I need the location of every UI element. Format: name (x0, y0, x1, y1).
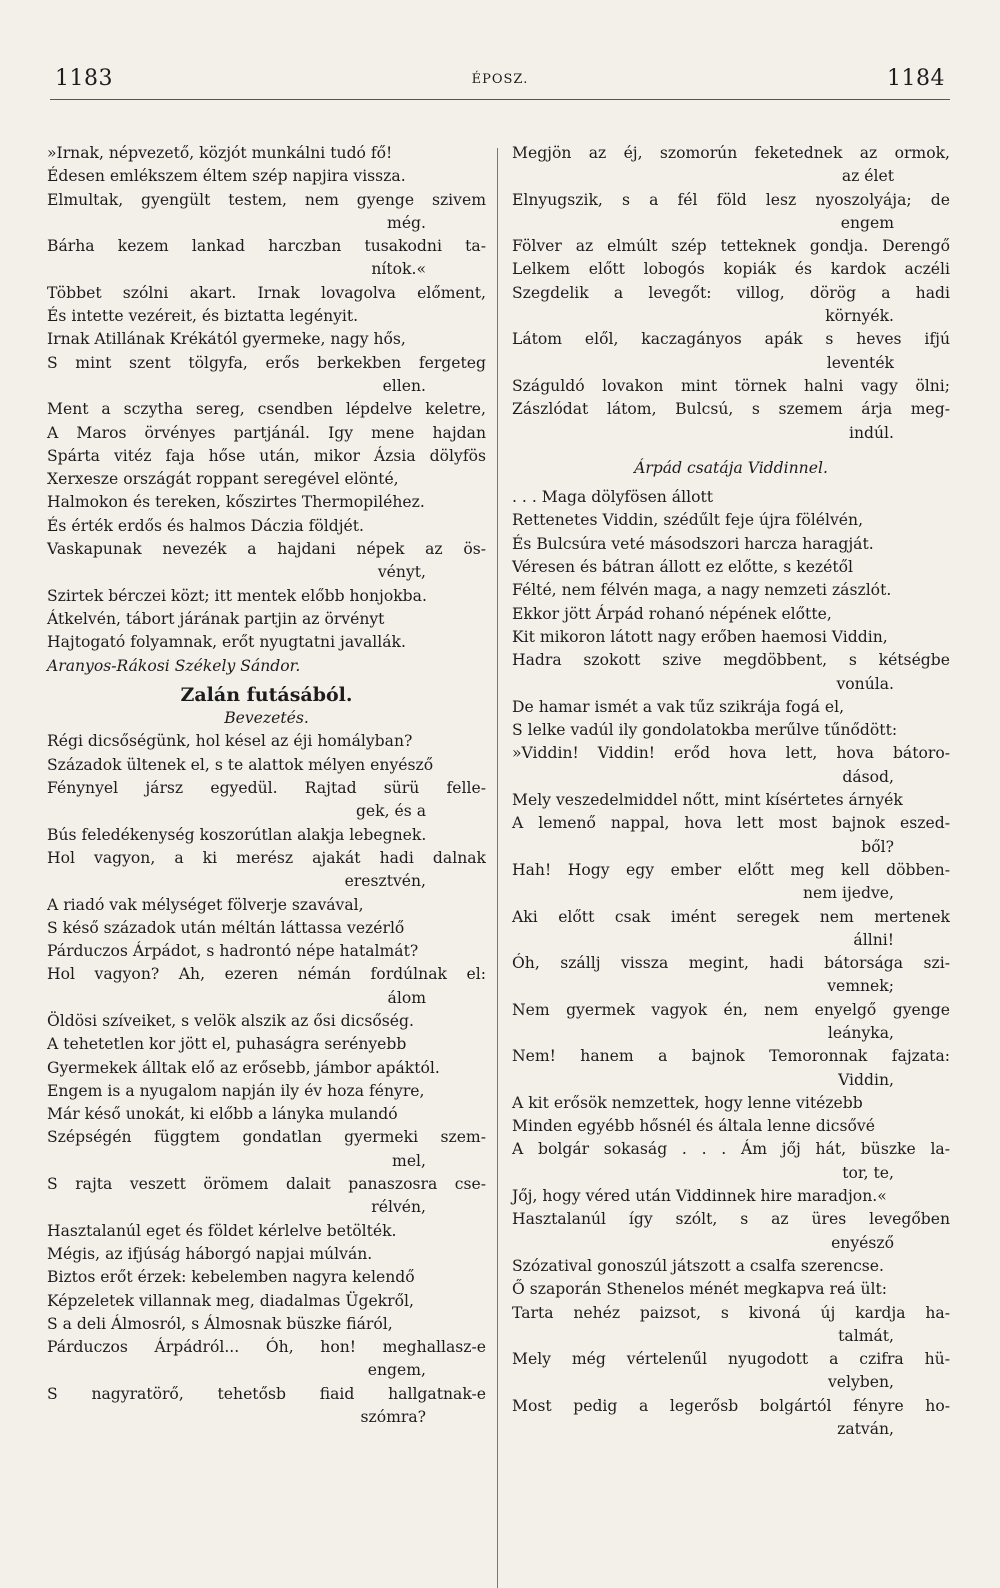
poem-line: Hah! Hogy egy ember előtt meg kell döbben- (512, 860, 950, 879)
header-rule (50, 99, 950, 100)
poem-line: velyben, (827, 1373, 894, 1392)
poem-line: Aki előtt csak imént seregek nem mertenek (512, 907, 950, 926)
poem-line: mel, (392, 1151, 426, 1170)
poem-line: Bárha kezem lankad harczban tusakodni ta- (47, 237, 486, 256)
poem-line: Jőj, hogy véred után Viddinnek hire maradjon.« (512, 1187, 887, 1206)
poem-line: Fénynyel jársz egyedül. Rajtad sürü felle- (47, 779, 486, 798)
poem-line: Tarta nehéz paizsot, s kivoná új kardja ha- (512, 1303, 950, 1322)
poem-line: Nem gyermek vagyok én, nem enyelgő gyenge (512, 1000, 950, 1019)
poem-line: Kit mikoron látott nagy erőben haemosi Viddin, (512, 627, 888, 646)
poem-line: Ő szaporán Sthenelos ménét megkapva reá ült: (512, 1280, 887, 1299)
poem-line: Most pedig a legerősb bolgártól fényre ho- (512, 1396, 950, 1415)
column-divider (497, 148, 498, 1588)
poem-line: A riadó vak mélységet fölverje szavával, (47, 895, 364, 914)
poem-line: S a deli Álmosról, s Álmosnak büszke fiáról, (47, 1314, 393, 1333)
poem-line: S lelke vadúl ily gondolatokba merűlve tűnődött: (512, 721, 898, 740)
poem-line: Félté, nem félvén maga, a nagy nemzeti zászlót. (512, 581, 892, 600)
poem-line: Megjön az éj, szomorún feketednek az ormok, (512, 144, 950, 162)
poem-line: dásod, (842, 767, 894, 786)
poem-line: Bús feledékenység koszorútlan alakja lebegnek. (47, 825, 427, 844)
poem-line: vonúla. (836, 674, 894, 693)
poem-line: Régi dicsőségünk, hol késel az éji homályban? (47, 732, 413, 751)
poem-line: Látom elől, kaczagányos apák s heves ifjú (512, 330, 950, 349)
poem-line: Szózatival gonoszúl játszott a csalfa szerencse. (512, 1256, 884, 1275)
right-page-number: 1184 (887, 66, 945, 91)
section-subheading: Árpád csatája Viddinnel. (634, 458, 828, 477)
poem-line: Hasztalanúl eget és földet kérlelve betölték. (47, 1221, 397, 1240)
poem-line: És Bulcsúra veté másodszori harcza haragját. (512, 534, 874, 553)
poem-line: Hol vagyon? Ah, ezeren némán fordúlnak el: (47, 965, 486, 984)
right-column (512, 142, 950, 1441)
poem-line: enyésző (831, 1233, 894, 1252)
poem-line: Szirtek bérczei közt; itt mentek előbb honjokba. (47, 586, 427, 605)
poem-line: Engem is a nyugalom napján ily év hoza fényre, (47, 1081, 425, 1100)
poem-line: vemnek; (827, 977, 894, 996)
poem-line: leányka, (827, 1023, 894, 1042)
poem-line: Halmokon és tereken, kőszirtes Thermopiléhez. (47, 493, 425, 512)
poem-line: A tehetetlen kor jött el, puhaságra serényebb (47, 1035, 407, 1054)
poem-line: Hasztalanúl így szólt, s az üres levegőben (512, 1210, 950, 1229)
poem-line: Képzeletek villannak meg, diadalmas Ügekről, (47, 1291, 414, 1310)
poem-line: állni! (853, 930, 894, 949)
poem-line: rélvén, (371, 1198, 426, 1217)
left-page-number: 1183 (55, 66, 113, 91)
running-title: ÉPOSZ. (471, 72, 529, 87)
page-header (55, 60, 945, 100)
poem-line: az élet (841, 167, 894, 186)
poem-line: szómra? (360, 1408, 426, 1427)
poem-line: nítok.« (371, 260, 426, 279)
poem-line: S rajta veszett örömem dalait panaszosra cse- (47, 1175, 486, 1194)
poem-line: Édesen emlékszem éltem szép napjira vissza. (47, 167, 406, 186)
poem-line: Véresen és bátran állott ez előtte, s kezétől (512, 558, 854, 577)
poem-line: A kit erősök nemzettek, hogy lenne vitézebb (512, 1093, 863, 1112)
section-subheading: Bevezetés. (224, 709, 309, 728)
poem-line: A Maros örvényes partjánál. Igy mene hajdan (47, 423, 486, 442)
section-heading: Zalán futásából. (180, 683, 353, 706)
poem-line: Szépségén függtem gondatlan gyermeki szem- (47, 1128, 486, 1147)
poem-line: Rettenetes Viddin, szédűlt feje újra fölélvén, (512, 511, 864, 530)
poem-line: Elnyugszik, s a fél föld lesz nyoszolyája; de (512, 190, 950, 209)
poem-line: S késő századok után méltán láttassa vezérlő (47, 918, 405, 937)
poem-line: Ekkor jött Árpád rohanó népének előtte, (512, 604, 832, 623)
poem-line: Fölver az elmúlt szép tetteknek gondja. Derengő (512, 237, 950, 256)
poem-line: Öldösi szíveiket, s velök alszik az ősi dicsőség. (47, 1011, 414, 1030)
poem-line: Párduczos Árpádot, s hadrontó népe hatalmát? (47, 942, 419, 961)
poem-line: eresztvén, (344, 872, 426, 891)
poem-line: És érték erdős és halmos Dáczia földjét. (47, 516, 364, 535)
poem-line: Vaskapunak nevezék a hajdani népek az ös- (47, 540, 486, 559)
poem-line: zatván, (837, 1420, 894, 1439)
poem-line: »Irnak, népvezető, közjót munkálni tudó fő! (47, 144, 393, 162)
poem-line: Zászlódat látom, Bulcsú, s szemem árja meg- (512, 400, 950, 419)
poem-line: Minden egyébb hősnél és általa lenne dicsővé (512, 1117, 875, 1136)
poem-line: ellen. (382, 376, 426, 395)
poem-line: engem, (367, 1361, 426, 1380)
poem-line: vényt, (377, 563, 426, 582)
poem-line: Hol vagyon, a ki merész ajakát hadi dalnak (47, 848, 486, 867)
poem-line: álom (387, 988, 426, 1007)
poem-line: Mely veszedelmiddel nőtt, mint kísértetes árnyék (512, 791, 903, 810)
poem-line: Századok ültenek el, s te alattok mélyen enyésző (47, 755, 434, 774)
poem-line: Gyermekek álltak elő az erősebb, jámbor apáktól. (47, 1058, 440, 1077)
poem-line: Viddin, (838, 1070, 894, 1089)
poem-line: Hadra szokott szive megdöbbent, s kétségbe (512, 651, 950, 670)
poem-line: Száguldó lovakon mint törnek halni vagy ölni; (512, 376, 950, 395)
poem-line: »Viddin! Viddin! erőd hova lett, hova bátoro- (512, 744, 950, 763)
poem-line: még. (387, 213, 426, 232)
poem-line: engem (840, 213, 894, 232)
poem-line: Mely még vértelenűl nyugodott a czifra hü- (512, 1350, 950, 1369)
poem-line: Xerxesze országát roppant seregével elönté, (47, 470, 399, 489)
spacer (512, 445, 950, 457)
poem-line: Lelkem előtt lobogós kopiák és kardok aczéli (512, 260, 950, 279)
poem-line: Hajtogató folyamnak, erőt nyugtatni javallák. (47, 633, 406, 652)
poem-line: Elmultak, gyengült testem, nem gyenge szivem (47, 190, 486, 209)
poem-line: talmát, (838, 1326, 894, 1345)
poem-line: A bolgár sokaság . . . Ám jőj hát, büszke la- (512, 1140, 950, 1159)
poem-line: Mégis, az ifjúság háborgó napjai múlván. (47, 1244, 373, 1263)
poem-line: Nem! hanem a bajnok Temoronnak fajzata: (512, 1047, 950, 1066)
poem-line: indúl. (849, 423, 894, 442)
poem-line: Spárta vitéz faja hőse után, mikor Ázsia dölyfös (47, 446, 486, 465)
poem-line: ből? (861, 837, 894, 856)
poem-line: Ment a sczytha sereg, csendben lépdelve keletre, (47, 400, 486, 419)
poem-line: És intette vezéreit, és biztatta legényit. (47, 307, 359, 326)
poem-line: De hamar ismét a vak tűz szikrája fogá el, (512, 697, 845, 716)
left-column (47, 142, 486, 1429)
poem-line: Irnak Atillának Krékától gyermeke, nagy hős, (47, 330, 406, 349)
poem-line: leventék (826, 353, 894, 372)
poem-line: környék. (825, 307, 894, 326)
poem-line: Párduczos Árpádról... Óh, hon! meghallasz-e (47, 1338, 486, 1357)
poem-line: Óh, szállj vissza megint, hadi bátorsága szi- (512, 954, 950, 973)
poem-line: A lemenő nappal, hova lett most bajnok eszed- (512, 814, 950, 833)
poem-line: Biztos erőt érzek: kebelemben nagyra kelendő (47, 1268, 415, 1287)
poem-line: tor, te, (842, 1163, 894, 1182)
poem-line: gek, és a (355, 802, 426, 821)
poem-line: nem ijedve, (802, 884, 894, 903)
author-signature: Aranyos-Rákosi Székely Sándor. (47, 656, 301, 675)
poem-line: . . . Maga dölyfösen állott (512, 488, 713, 507)
poem-line: Szegdelik a levegőt: villog, dörög a hadi (512, 283, 950, 302)
poem-line: Többet szólni akart. Irnak lovagolva előment, (47, 283, 486, 302)
poem-line: S nagyratörő, tehetősb fiaid hallgatnak-e (47, 1384, 486, 1403)
poem-line: S mint szent tölgyfa, erős berkekben fergeteg (47, 353, 486, 372)
poem-line: Átkelvén, tábort járának partjin az örvényt (47, 609, 385, 628)
poem-line: Már késő unokát, ki előbb a lányka mulandó (47, 1105, 398, 1124)
